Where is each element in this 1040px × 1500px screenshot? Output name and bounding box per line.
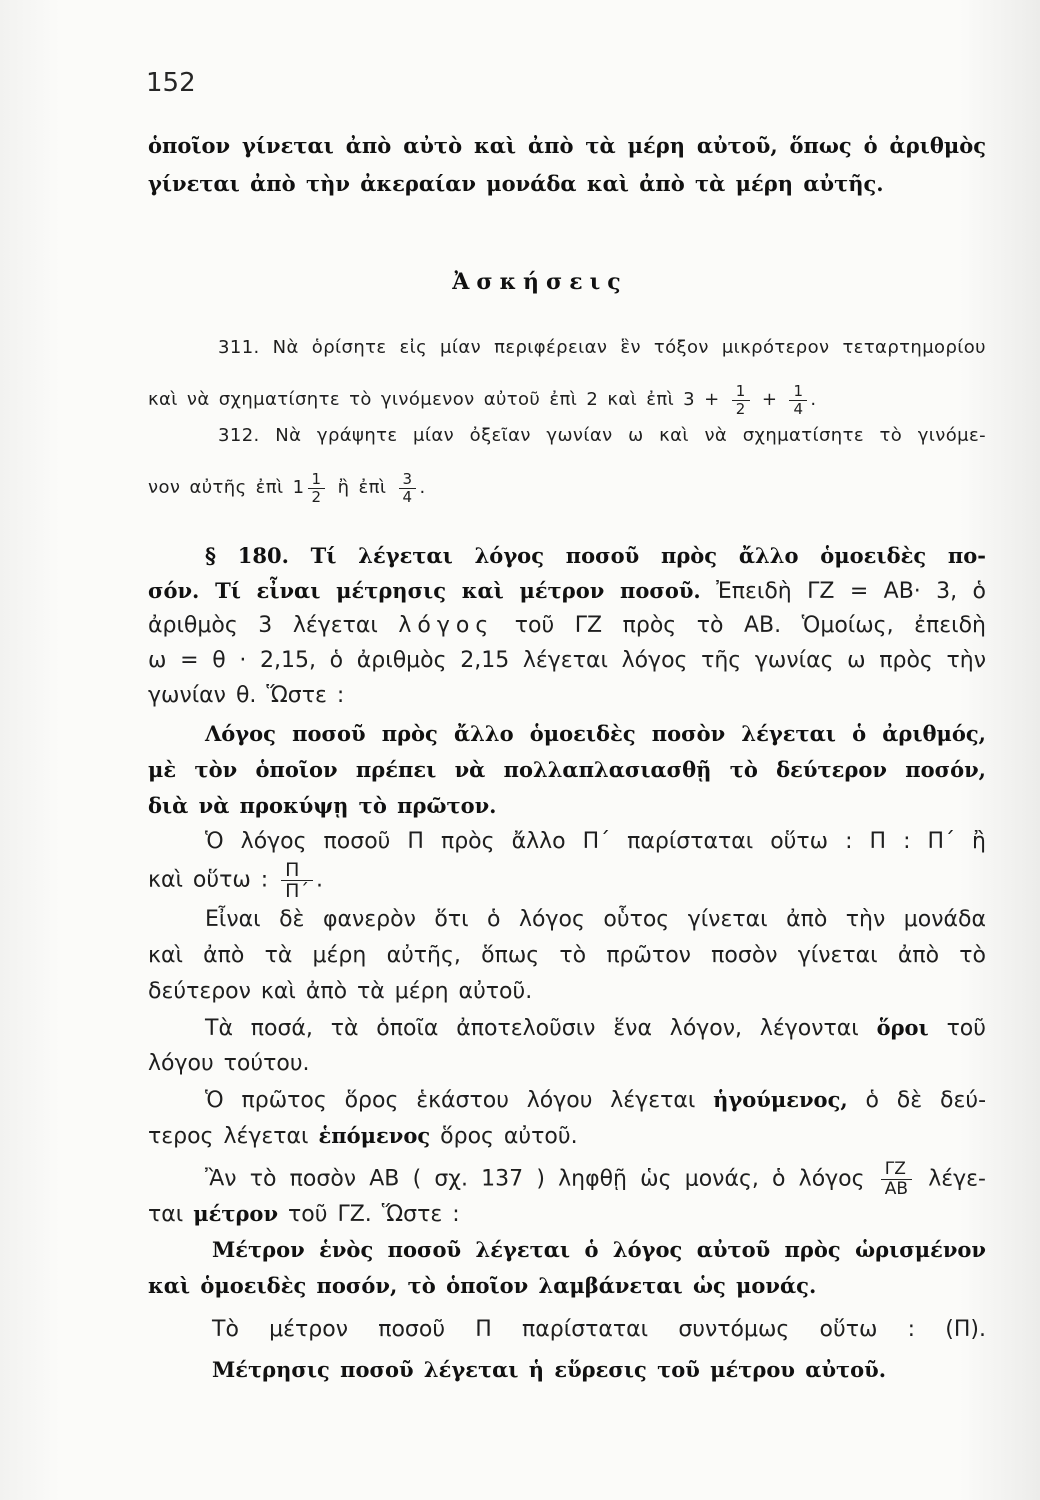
period: . bbox=[810, 389, 817, 410]
fraction-denominator: 4 bbox=[399, 488, 417, 506]
spaced-emphasis: λόγος bbox=[398, 613, 495, 638]
text-segment: ἀριθμὸς 3 λέγεται bbox=[148, 613, 378, 638]
text-line: Ὁ λόγος ποσοῦ Π πρὸς ἄλλο Π΄ παρίσταται οὕτω : Π : Π΄ ἢ bbox=[205, 829, 986, 854]
text-line bbox=[148, 470, 986, 506]
fraction bbox=[308, 471, 326, 506]
fraction-numerator: 1 bbox=[311, 469, 322, 488]
bold-term: μέτρον bbox=[193, 1201, 279, 1226]
text-line bbox=[148, 859, 986, 902]
notation-paragraph bbox=[148, 824, 986, 902]
exercise-311 bbox=[148, 330, 986, 418]
exercises-heading: Ἀσκήσεις bbox=[452, 269, 628, 295]
text-line bbox=[148, 573, 986, 608]
exercise-number: 311. bbox=[218, 337, 260, 358]
definition-ratio bbox=[148, 716, 986, 824]
text-segment: νον αὐτῆς ἐπὶ 1 bbox=[148, 477, 305, 498]
definition-line: Μέτρον ἑνὸς ποσοῦ λέγεται ὁ λόγος αὐτοῦ πρὸς ὡρισμένον bbox=[212, 1237, 986, 1262]
text-line: δεύτερον καὶ ἀπὸ τὰ μέρη αὐτοῦ. bbox=[148, 979, 533, 1004]
fraction bbox=[732, 383, 750, 418]
fraction bbox=[789, 383, 807, 418]
text-line bbox=[148, 1159, 986, 1199]
terms-paragraph bbox=[148, 1010, 986, 1082]
fraction-denominator: 2 bbox=[732, 400, 750, 418]
text-line bbox=[148, 418, 986, 454]
fraction-denominator: 2 bbox=[308, 488, 326, 506]
text-segment: Τὰ ποσά, τὰ ὁποῖα ἀποτελοῦσιν ἕνα λόγον, λέγονται bbox=[205, 1016, 859, 1041]
text-line: καὶ ἀπὸ τὰ μέρη αὐτῆς, ὅπως τὸ πρῶτον ποσὸν γίνεται ἀπὸ τὸ bbox=[148, 943, 986, 968]
fraction bbox=[399, 471, 417, 506]
page-number: 152 bbox=[146, 68, 196, 98]
fraction-numerator: 3 bbox=[402, 469, 413, 488]
text-segment: τοῦ bbox=[946, 1016, 986, 1041]
fraction-denominator: Π΄ bbox=[281, 880, 313, 901]
measure-paragraph bbox=[148, 1160, 986, 1232]
text-segment: Νὰ ὁρίσητε εἰς μίαν περιφέρειαν ἓν τόξον μικρότερον τεταρτημορίου bbox=[272, 337, 986, 358]
section-title-line: § 180. Τί λέγεται λόγος ποσοῦ πρὸς ἄλλο ὁμοειδὲς πο- bbox=[205, 543, 986, 568]
definition-line: μὲ τὸν ὁποῖον πρέπει νὰ πολλαπλασιασθῇ τὸ δεύτερον ποσόν, bbox=[148, 757, 986, 782]
period: . bbox=[315, 867, 323, 893]
text-segment: τοῦ ΓΖ. Ὥστε : bbox=[288, 1202, 460, 1227]
bold-term: ἑπόμενος bbox=[318, 1123, 431, 1148]
text-line: Τὸ μέτρον ποσοῦ Π παρίσταται συντόμως οὕτω : (Π). bbox=[212, 1317, 986, 1342]
text-segment: ἢ ἐπὶ bbox=[337, 477, 387, 498]
text-line: ὁποῖον γίνεται ἀπὸ αὐτὸ καὶ ἀπὸ τὰ μέρη αὐτοῦ, ὅπως ὁ ἀριθμὸς bbox=[148, 133, 986, 158]
exercise-number: 312. bbox=[218, 425, 260, 446]
text-segment: Ἂν τὸ ποσὸν ΑΒ ( σχ. 137 ) ληφθῇ ὡς μονάς, ὁ λόγος bbox=[205, 1166, 865, 1192]
text-segment: Ἐπειδὴ ΓΖ = ΑΒ· 3, ὁ bbox=[716, 579, 986, 604]
definition-line: καὶ ὁμοειδὲς ποσόν, τὸ ὁποῖον λαμβάνεται ὡς μονάς. bbox=[148, 1273, 817, 1298]
fraction-numerator: 1 bbox=[735, 381, 746, 400]
text-line bbox=[148, 1196, 986, 1232]
text-segment: ὅρος αὐτοῦ. bbox=[440, 1124, 578, 1149]
text-line bbox=[148, 382, 986, 418]
text-line: ω = θ · 2,15, ὁ ἀριθμὸς 2,15 λέγεται λόγος τῆς γωνίας ω πρὸς τὴν bbox=[148, 648, 986, 673]
text-segment: τοῦ ΓΖ πρὸς τὸ ΑΒ. Ὁμοίως, ἐπειδὴ bbox=[514, 613, 986, 638]
period: . bbox=[419, 477, 426, 498]
antecedent-paragraph bbox=[148, 1082, 986, 1154]
fraction-denominator: 4 bbox=[789, 400, 807, 418]
definition-line: Μέτρησις ποσοῦ λέγεται ἡ εὕρεσις τοῦ μέτρου αὐτοῦ. bbox=[212, 1357, 887, 1382]
text-line: λόγου τούτου. bbox=[148, 1051, 310, 1076]
text-segment: καὶ οὕτω : bbox=[148, 867, 269, 893]
text-line: γίνεται ἀπὸ τὴν ἀκεραίαν μονάδα καὶ ἀπὸ τὰ μέρη αὐτῆς. bbox=[148, 171, 884, 196]
text-segment: ται bbox=[148, 1202, 184, 1227]
fraction-numerator: Π bbox=[285, 859, 300, 881]
definition-line: διὰ νὰ προκύψῃ τὸ πρῶτον. bbox=[148, 793, 497, 818]
fraction-denominator: ΑΒ bbox=[881, 1179, 912, 1199]
text-line bbox=[148, 330, 986, 366]
section-title-segment: σόν. Τί εἶναι μέτρησις καὶ μέτρον ποσοῦ. bbox=[148, 578, 701, 603]
text-line bbox=[148, 1118, 986, 1154]
fraction bbox=[281, 860, 313, 901]
remark-paragraph bbox=[148, 902, 986, 1010]
plus-sign: + bbox=[761, 389, 778, 410]
text-line: γωνίαν θ. Ὥστε : bbox=[148, 683, 345, 708]
text-column bbox=[148, 127, 986, 1388]
text-line bbox=[148, 1082, 986, 1118]
fraction-numerator: ΓΖ bbox=[884, 1159, 906, 1179]
text-segment: Ὁ πρῶτος ὅρος ἑκάστου λόγου λέγεται bbox=[205, 1088, 696, 1113]
exercise-312 bbox=[148, 418, 986, 506]
text-segment: Νὰ γράψητε μίαν ὀξεῖαν γωνίαν ω καὶ νὰ σχηματίσητε τὸ γινόμε- bbox=[275, 425, 986, 446]
definition-line: Λόγος ποσοῦ πρὸς ἄλλο ὁμοειδὲς ποσὸν λέγεται ὁ ἀριθμός, bbox=[205, 721, 986, 746]
text-line bbox=[148, 1010, 986, 1046]
text-segment: ὁ δὲ δεύ- bbox=[865, 1088, 987, 1113]
fraction-numerator: 1 bbox=[793, 381, 804, 400]
bold-term: ὅροι bbox=[876, 1015, 929, 1040]
fraction bbox=[881, 1160, 912, 1199]
text-line: Εἶναι δὲ φανερὸν ὅτι ὁ λόγος οὗτος γίνεται ἀπὸ τὴν μονάδα bbox=[205, 907, 986, 932]
definition-measure bbox=[148, 1232, 986, 1304]
text-segment: καὶ νὰ σχηματίσητε τὸ γινόμενον αὐτοῦ ἐπὶ 2 καὶ ἐπὶ 3 + bbox=[148, 389, 720, 410]
section-180 bbox=[148, 538, 986, 713]
text-segment: τερος λέγεται bbox=[148, 1124, 309, 1149]
text-segment: λέγε- bbox=[928, 1166, 986, 1192]
text-line bbox=[148, 608, 986, 643]
intro-paragraph bbox=[148, 127, 986, 203]
bold-term: ἡγούμενος, bbox=[713, 1087, 848, 1112]
